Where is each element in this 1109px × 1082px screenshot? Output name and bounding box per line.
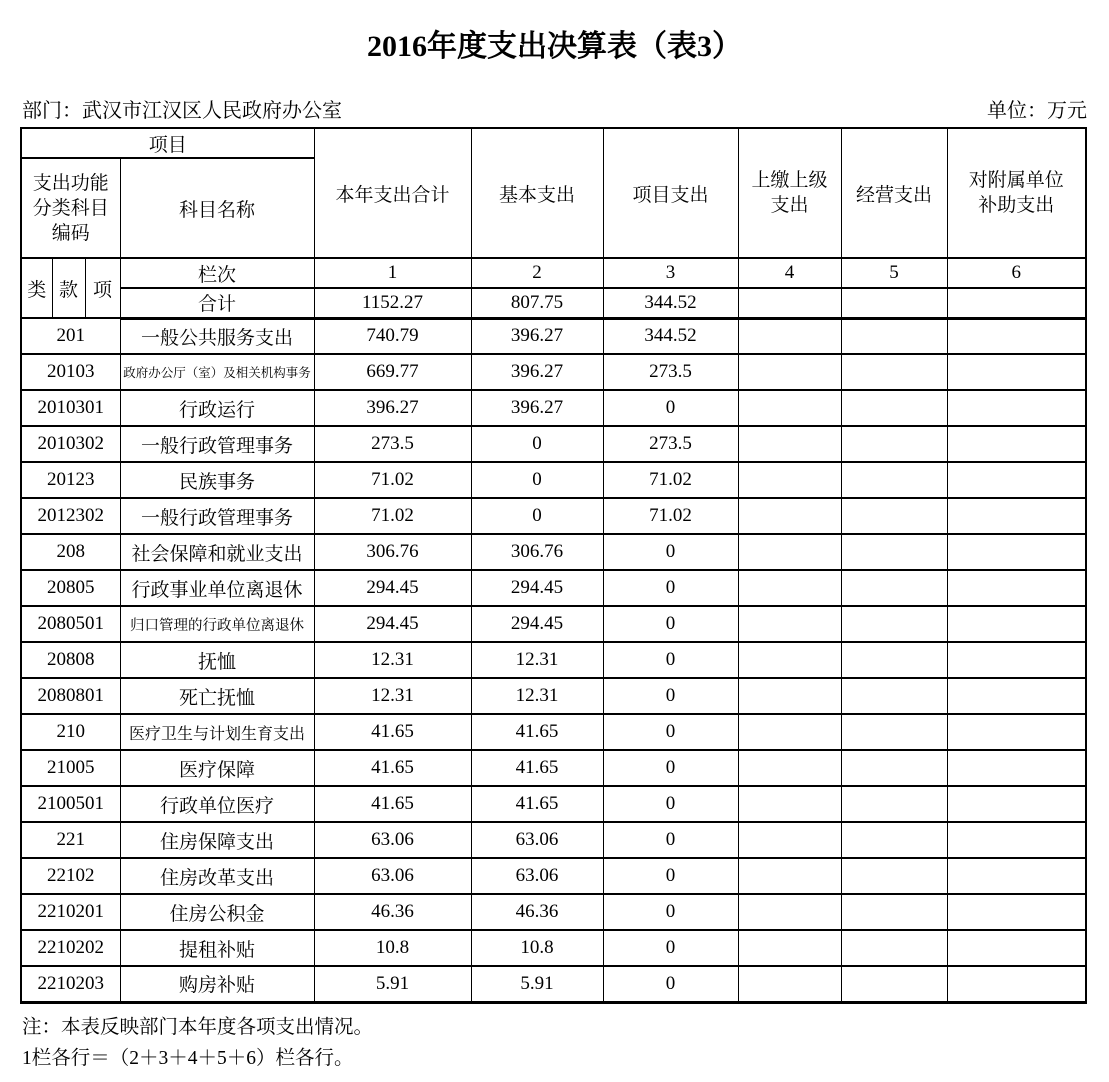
header-row-item xyxy=(21,128,1086,158)
value-cell-2: 396.27 xyxy=(471,390,603,426)
value-cell-4 xyxy=(738,678,841,714)
expenditure-table xyxy=(20,127,1087,1004)
header-item: 项目 xyxy=(21,128,314,158)
code-cell: 221 xyxy=(21,822,120,858)
value-cell-1: 12.31 xyxy=(314,642,471,678)
value-cell-6 xyxy=(947,966,1086,1002)
table-row xyxy=(21,318,1086,354)
column-index-2: 2 xyxy=(471,258,603,288)
value-cell-1: 740.79 xyxy=(314,318,471,354)
code-cell: 21005 xyxy=(21,750,120,786)
code-cell: 2210201 xyxy=(21,894,120,930)
value-cell-5 xyxy=(841,534,947,570)
meta-line xyxy=(0,98,1109,124)
subject-name-cell: 行政单位医疗 xyxy=(120,786,314,822)
value-cell-2: 0 xyxy=(471,498,603,534)
unit-label: 单位：万元 xyxy=(987,100,1087,122)
value-cell-6 xyxy=(947,930,1086,966)
value-cell-5 xyxy=(841,498,947,534)
code-cell: 208 xyxy=(21,534,120,570)
value-cell-6 xyxy=(947,318,1086,354)
value-cell-4 xyxy=(738,318,841,354)
value-cell-3: 273.5 xyxy=(603,354,738,390)
total-value-5 xyxy=(841,288,947,318)
value-cell-1: 71.02 xyxy=(314,462,471,498)
value-cell-3: 0 xyxy=(603,966,738,1002)
value-cell-4 xyxy=(738,858,841,894)
code-cell: 20123 xyxy=(21,462,120,498)
code-cell: 201 xyxy=(21,318,120,354)
value-cell-4 xyxy=(738,534,841,570)
table-row xyxy=(21,786,1086,822)
value-cell-4 xyxy=(738,498,841,534)
value-cell-3: 0 xyxy=(603,930,738,966)
value-cell-6 xyxy=(947,570,1086,606)
value-cell-4 xyxy=(738,930,841,966)
header-col-basic: 基本支出 xyxy=(471,128,603,258)
subject-name-cell: 民族事务 xyxy=(120,462,314,498)
code-cell: 2210202 xyxy=(21,930,120,966)
subject-name-cell: 住房保障支出 xyxy=(120,822,314,858)
value-cell-4 xyxy=(738,822,841,858)
value-cell-2: 46.36 xyxy=(471,894,603,930)
table-notes xyxy=(22,1012,1109,1074)
value-cell-4 xyxy=(738,642,841,678)
value-cell-6 xyxy=(947,426,1086,462)
value-cell-3: 0 xyxy=(603,606,738,642)
value-cell-2: 41.65 xyxy=(471,786,603,822)
value-cell-2: 306.76 xyxy=(471,534,603,570)
table-row xyxy=(21,822,1086,858)
value-cell-6 xyxy=(947,498,1086,534)
column-index-row xyxy=(21,258,1086,288)
value-cell-1: 10.8 xyxy=(314,930,471,966)
table-row xyxy=(21,606,1086,642)
code-cell: 210 xyxy=(21,714,120,750)
value-cell-4 xyxy=(738,426,841,462)
value-cell-1: 669.77 xyxy=(314,354,471,390)
value-cell-5 xyxy=(841,390,947,426)
subject-name-cell: 医疗保障 xyxy=(120,750,314,786)
value-cell-2: 0 xyxy=(471,426,603,462)
value-cell-2: 396.27 xyxy=(471,318,603,354)
value-cell-4 xyxy=(738,354,841,390)
value-cell-5 xyxy=(841,750,947,786)
value-cell-3: 0 xyxy=(603,822,738,858)
subject-name-cell: 医疗卫生与计划生育支出 xyxy=(120,714,314,750)
value-cell-5 xyxy=(841,678,947,714)
subject-name-cell: 一般公共服务支出 xyxy=(120,318,314,354)
subject-name-cell: 行政事业单位离退休 xyxy=(120,570,314,606)
value-cell-1: 71.02 xyxy=(314,498,471,534)
value-cell-2: 63.06 xyxy=(471,822,603,858)
table-row xyxy=(21,570,1086,606)
header-col-subsidy xyxy=(947,128,1086,258)
column-index-1: 1 xyxy=(314,258,471,288)
header-subject-name: 科目名称 xyxy=(120,158,314,258)
header-section: 款 xyxy=(52,258,85,318)
value-cell-5 xyxy=(841,966,947,1002)
header-col-project: 项目支出 xyxy=(603,128,738,258)
value-cell-5 xyxy=(841,462,947,498)
department-label: 部门：武汉市江汉区人民政府办公室 xyxy=(22,100,342,122)
total-value-4 xyxy=(738,288,841,318)
table-row xyxy=(21,930,1086,966)
value-cell-3: 0 xyxy=(603,534,738,570)
value-cell-3: 0 xyxy=(603,642,738,678)
table-row xyxy=(21,426,1086,462)
value-cell-2: 5.91 xyxy=(471,966,603,1002)
value-cell-3: 0 xyxy=(603,678,738,714)
value-cell-4 xyxy=(738,786,841,822)
header-col-total: 本年支出合计 xyxy=(314,128,471,258)
value-cell-5 xyxy=(841,930,947,966)
value-cell-1: 12.31 xyxy=(314,678,471,714)
value-cell-6 xyxy=(947,606,1086,642)
subject-name-cell: 死亡抚恤 xyxy=(120,678,314,714)
value-cell-1: 46.36 xyxy=(314,894,471,930)
total-row xyxy=(21,288,1086,318)
value-cell-3: 0 xyxy=(603,858,738,894)
total-value-6 xyxy=(947,288,1086,318)
value-cell-5 xyxy=(841,714,947,750)
value-cell-3: 0 xyxy=(603,786,738,822)
table-row xyxy=(21,390,1086,426)
value-cell-4 xyxy=(738,606,841,642)
table-row xyxy=(21,498,1086,534)
value-cell-6 xyxy=(947,678,1086,714)
code-cell: 20103 xyxy=(21,354,120,390)
value-cell-5 xyxy=(841,426,947,462)
value-cell-1: 41.65 xyxy=(314,750,471,786)
code-cell: 2210203 xyxy=(21,966,120,1002)
header-col-upward-text: 上缴上级支出 xyxy=(751,170,828,216)
value-cell-3: 0 xyxy=(603,714,738,750)
subject-name-cell: 住房公积金 xyxy=(120,894,314,930)
header-code-text: 支出功能分类科目编码 xyxy=(32,172,109,244)
value-cell-4 xyxy=(738,966,841,1002)
value-cell-5 xyxy=(841,642,947,678)
value-cell-6 xyxy=(947,354,1086,390)
value-cell-2: 63.06 xyxy=(471,858,603,894)
value-cell-6 xyxy=(947,714,1086,750)
value-cell-5 xyxy=(841,570,947,606)
code-cell: 22102 xyxy=(21,858,120,894)
column-index-5: 5 xyxy=(841,258,947,288)
value-cell-2: 12.31 xyxy=(471,678,603,714)
page-title: 2016年度支出决算表（表3） xyxy=(367,30,742,63)
table-row xyxy=(21,534,1086,570)
total-value-2: 807.75 xyxy=(471,288,603,318)
value-cell-1: 294.45 xyxy=(314,570,471,606)
value-cell-6 xyxy=(947,786,1086,822)
value-cell-5 xyxy=(841,354,947,390)
value-cell-3: 71.02 xyxy=(603,462,738,498)
header-code xyxy=(21,158,120,258)
value-cell-1: 396.27 xyxy=(314,390,471,426)
total-value-3: 344.52 xyxy=(603,288,738,318)
subject-name-cell: 提租补贴 xyxy=(120,930,314,966)
value-cell-4 xyxy=(738,570,841,606)
value-cell-6 xyxy=(947,822,1086,858)
value-cell-2: 10.8 xyxy=(471,930,603,966)
value-cell-6 xyxy=(947,894,1086,930)
header-sub-item: 项 xyxy=(85,258,120,318)
value-cell-3: 0 xyxy=(603,570,738,606)
column-index-3: 3 xyxy=(603,258,738,288)
table-row xyxy=(21,750,1086,786)
subject-name-cell: 政府办公厅（室）及相关机构事务 xyxy=(120,354,314,390)
value-cell-1: 41.65 xyxy=(314,786,471,822)
value-cell-2: 41.65 xyxy=(471,750,603,786)
value-cell-2: 12.31 xyxy=(471,642,603,678)
table-row xyxy=(21,462,1086,498)
value-cell-4 xyxy=(738,390,841,426)
total-label: 合计 xyxy=(120,288,314,318)
column-index-label: 栏次 xyxy=(120,258,314,288)
value-cell-5 xyxy=(841,822,947,858)
column-index-4: 4 xyxy=(738,258,841,288)
subject-name-cell: 行政运行 xyxy=(120,390,314,426)
value-cell-5 xyxy=(841,606,947,642)
value-cell-1: 41.65 xyxy=(314,714,471,750)
header-col-upward xyxy=(738,128,841,258)
value-cell-1: 306.76 xyxy=(314,534,471,570)
value-cell-6 xyxy=(947,462,1086,498)
value-cell-5 xyxy=(841,858,947,894)
code-cell: 20805 xyxy=(21,570,120,606)
value-cell-1: 63.06 xyxy=(314,822,471,858)
subject-name-cell: 住房改革支出 xyxy=(120,858,314,894)
value-cell-2: 41.65 xyxy=(471,714,603,750)
table-row xyxy=(21,966,1086,1002)
value-cell-1: 63.06 xyxy=(314,858,471,894)
code-cell: 20808 xyxy=(21,642,120,678)
code-cell: 2080501 xyxy=(21,606,120,642)
header-class: 类 xyxy=(21,258,52,318)
code-cell: 2100501 xyxy=(21,786,120,822)
table-row xyxy=(21,714,1086,750)
subject-name-cell: 一般行政管理事务 xyxy=(120,426,314,462)
value-cell-5 xyxy=(841,318,947,354)
value-cell-6 xyxy=(947,858,1086,894)
value-cell-2: 294.45 xyxy=(471,606,603,642)
subject-name-cell: 抚恤 xyxy=(120,642,314,678)
table-row xyxy=(21,678,1086,714)
value-cell-3: 344.52 xyxy=(603,318,738,354)
subject-name-cell: 购房补贴 xyxy=(120,966,314,1002)
value-cell-3: 71.02 xyxy=(603,498,738,534)
value-cell-5 xyxy=(841,786,947,822)
value-cell-3: 273.5 xyxy=(603,426,738,462)
value-cell-2: 0 xyxy=(471,462,603,498)
table-row xyxy=(21,894,1086,930)
value-cell-6 xyxy=(947,390,1086,426)
value-cell-1: 5.91 xyxy=(314,966,471,1002)
header-col-operating: 经营支出 xyxy=(841,128,947,258)
subject-name-cell: 一般行政管理事务 xyxy=(120,498,314,534)
subject-name-cell: 社会保障和就业支出 xyxy=(120,534,314,570)
column-index-6: 6 xyxy=(947,258,1086,288)
code-cell: 2080801 xyxy=(21,678,120,714)
value-cell-4 xyxy=(738,750,841,786)
code-cell: 2010302 xyxy=(21,426,120,462)
code-cell: 2010301 xyxy=(21,390,120,426)
value-cell-6 xyxy=(947,642,1086,678)
table-row xyxy=(21,354,1086,390)
value-cell-3: 0 xyxy=(603,750,738,786)
table-row xyxy=(21,642,1086,678)
table-row xyxy=(21,858,1086,894)
value-cell-1: 294.45 xyxy=(314,606,471,642)
note-line-2: 1栏各行＝（2＋3＋4＋5＋6）栏各行。 xyxy=(22,1047,354,1069)
value-cell-1: 273.5 xyxy=(314,426,471,462)
header-col-subsidy-text: 对附属单位补助支出 xyxy=(968,170,1064,216)
value-cell-6 xyxy=(947,750,1086,786)
value-cell-2: 294.45 xyxy=(471,570,603,606)
value-cell-4 xyxy=(738,462,841,498)
subject-name-cell: 归口管理的行政单位离退休 xyxy=(120,606,314,642)
value-cell-4 xyxy=(738,894,841,930)
value-cell-3: 0 xyxy=(603,894,738,930)
value-cell-3: 0 xyxy=(603,390,738,426)
code-cell: 2012302 xyxy=(21,498,120,534)
total-value-1: 1152.27 xyxy=(314,288,471,318)
note-line-1: 注：本表反映部门本年度各项支出情况。 xyxy=(22,1016,374,1038)
value-cell-6 xyxy=(947,534,1086,570)
value-cell-4 xyxy=(738,714,841,750)
value-cell-2: 396.27 xyxy=(471,354,603,390)
value-cell-5 xyxy=(841,894,947,930)
